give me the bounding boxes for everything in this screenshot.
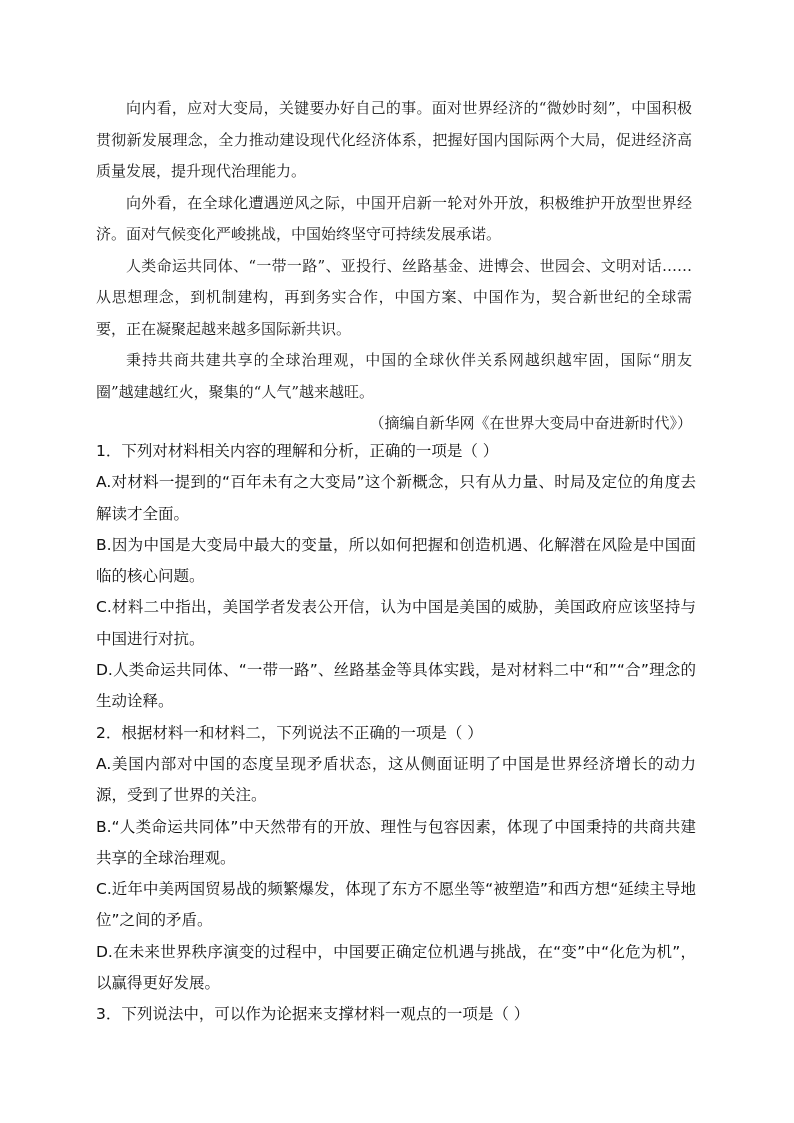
- question-option: A.对材料一提到的“百年未有之大变局”这个新概念，只有从力量、时局及定位的角度去解读才全面。: [96, 473, 696, 523]
- question-stem: 2．根据材料一和材料二，下列说法不正确的一项是（ ）: [96, 723, 483, 742]
- reading-passage: [96, 93, 692, 440]
- question-option: B.“人类命运共同体”中天然带有的开放、理性与包容因素，体现了中国秉持的共商共建共享的全球治理观。: [96, 817, 696, 867]
- question-stem: 1．下列对材料相关内容的理解和分析，正确的一项是（ ）: [96, 442, 499, 460]
- passage-paragraph: 秉持共商共建共享的全球治理观，中国的全球伙伴关系网越织越牢固，国际“朋友圈”越建越红火，聚集的“人气”越来越旺。: [96, 351, 692, 401]
- question-option: A.美国内部对中国的态度呈现矛盾状态，这从侧面证明了中国是世界经济增长的动力源，受到了世界的关注。: [96, 754, 696, 805]
- question-option: B.因为中国是大变局中最大的变量，所以如何把握和创造机遇、化解潜在风险是中国面临的核心问题。: [96, 535, 696, 586]
- question-option: C.材料二中指出，美国学者发表公开信，认为中国是美国的威胁，美国政府应该坚持与中国进行对抗。: [96, 598, 696, 648]
- passage-source: （摘编自新华网《在世界大变局中奋进新时代》）: [369, 414, 692, 432]
- passage-paragraph: 向内看，应对大变局，关键要办好自己的事。面对世界经济的“微妙时刻”，中国积极贯彻新发展理念，全力推动建设现代化经济体系，把握好国内国际两个大局，促进经济高质量发展，提升现代治理能力。: [96, 99, 692, 180]
- question-list: [96, 436, 696, 1031]
- question-option: C.近年中美两国贸易战的频繁爆发，体现了东方不愿坐等“被塑造”和西方想“延续主导地位”之间的矛盾。: [96, 880, 696, 930]
- passage-paragraph: 人类命运共同体、“一带一路”、亚投行、丝路基金、进博会、世园会、文明对话……从思想理念，到机制建构，再到务实合作，中国方案、中国作为，契合新世纪的全球需要，正在凝聚起越来越多国际新共识。: [96, 256, 692, 338]
- question-stem: 3．下列说法中，可以作为论据来支撑材料一观点的一项是（ ）: [96, 1005, 530, 1024]
- question-option: D.人类命运共同体、“一带一路”、丝路基金等具体实践，是对材料二中“和”“合”理念的生动诠释。: [96, 661, 696, 711]
- passage-paragraph: 向外看，在全球化遭遇逆风之际，中国开启新一轮对外开放，积极维护开放型世界经济。面对气候变化严峻挑战，中国始终坚守可持续发展承诺。: [96, 193, 692, 243]
- question-option: D.在未来世界秩序演变的过程中，中国要正确定位机遇与挑战，在“变”中“化危为机”，以赢得更好发展。: [96, 942, 696, 993]
